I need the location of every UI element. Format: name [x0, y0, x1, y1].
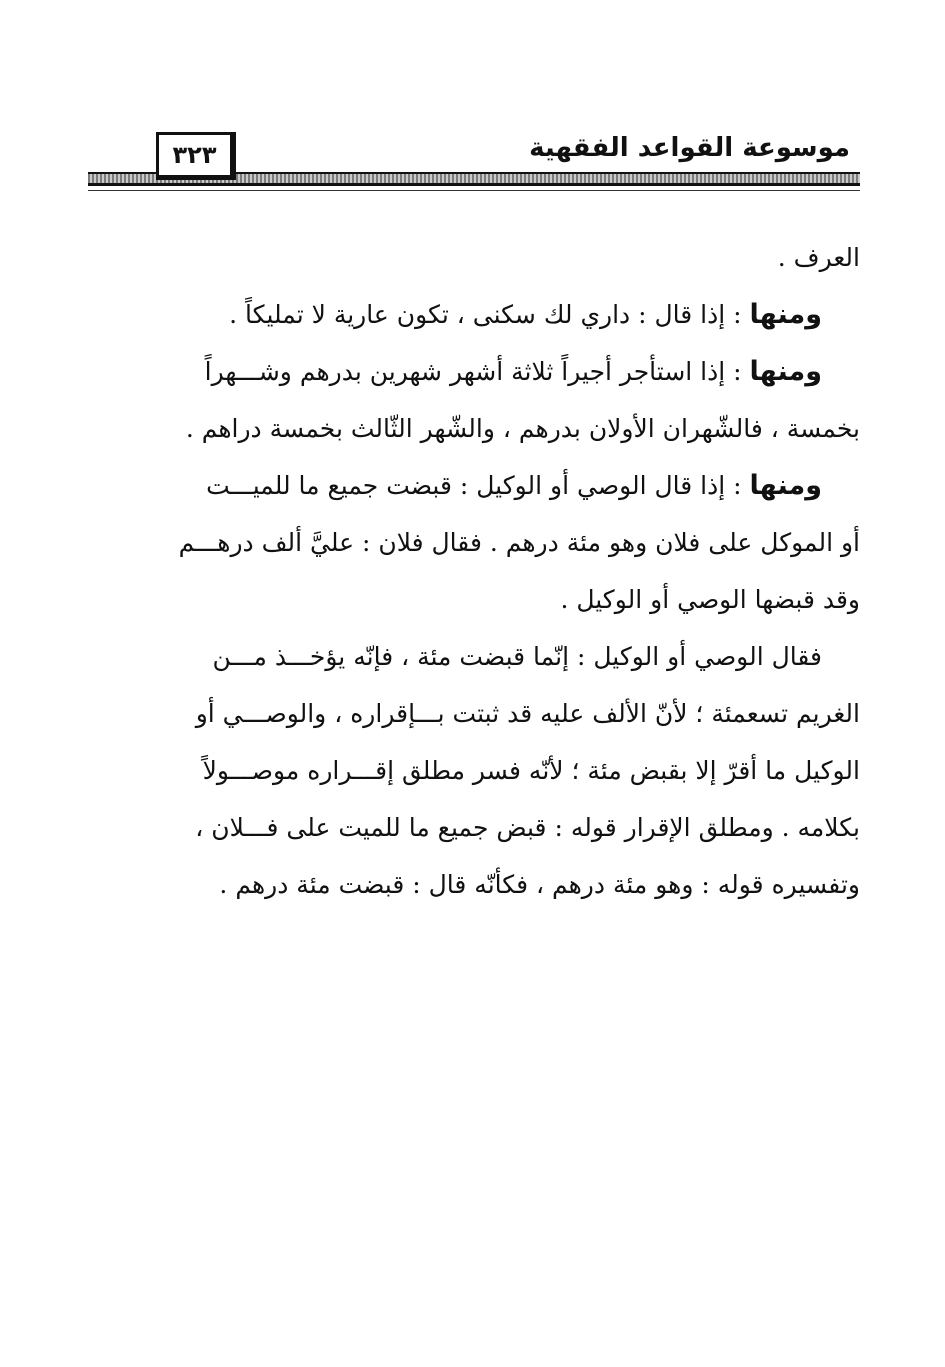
- text-line: [88, 403, 860, 460]
- text-line: [88, 859, 860, 916]
- line-text: فقال الوصي أو الوكيل : إنّما قبضت مئة ، فإنّه يؤخـــذ مـــن: [212, 642, 822, 671]
- body-text: [88, 232, 860, 916]
- running-title: موسوعة القواعد الفقهية: [529, 133, 850, 163]
- text-line: [88, 631, 860, 688]
- keyword: ومنها: [749, 356, 822, 387]
- line-text: الوكيل ما أقرّ إلا بقبض مئة ؛ لأنّه فسر مطلق إقـــراره موصـــولاً: [202, 756, 860, 785]
- line-text: بكلامه . ومطلق الإقرار قوله : قبض جميع ما للميت على فـــلان ،: [195, 813, 860, 842]
- text-line: [88, 688, 860, 745]
- text-line: [88, 574, 860, 631]
- line-text: أو الموكل على فلان وهو مئة درهم . فقال فلان : عليَّ ألف درهـــم: [178, 528, 860, 557]
- text-line: [88, 289, 860, 346]
- text-line: [88, 346, 860, 403]
- text-line: [88, 745, 860, 802]
- keyword: ومنها: [749, 299, 822, 330]
- keyword: ومنها: [749, 470, 822, 501]
- line-text: وقد قبضها الوصي أو الوكيل .: [560, 585, 860, 614]
- text-line: [88, 460, 860, 517]
- header-rule-thin: [88, 190, 860, 191]
- text-line: [88, 517, 860, 574]
- line-text: الغريم تسعمئة ؛ لأنّ الألف عليه قد ثبتت بـــإقراره ، والوصـــي أو: [195, 699, 860, 728]
- line-text: : إذا قال الوصي أو الوكيل : قبضت جميع ما للميـــت: [206, 471, 750, 500]
- line-text: العرف .: [777, 243, 860, 272]
- line-text: : إذا استأجر أجيراً ثلاثة أشهر شهرين بدرهم وشـــهراً: [204, 357, 750, 386]
- line-text: وتفسيره قوله : وهو مئة درهم ، فكأنّه قال : قبضت مئة درهم .: [219, 870, 860, 899]
- page-number: ٣٢٣: [156, 132, 236, 180]
- text-line: [88, 802, 860, 859]
- line-text: : إذا قال : داري لك سكنى ، تكون عارية لا تمليكاً .: [229, 300, 750, 329]
- line-text: بخمسة ، فالشّهران الأولان بدرهم ، والشّهر الثّالث بخمسة دراهم .: [185, 414, 860, 443]
- page-header: [88, 128, 860, 198]
- text-line: [88, 232, 860, 289]
